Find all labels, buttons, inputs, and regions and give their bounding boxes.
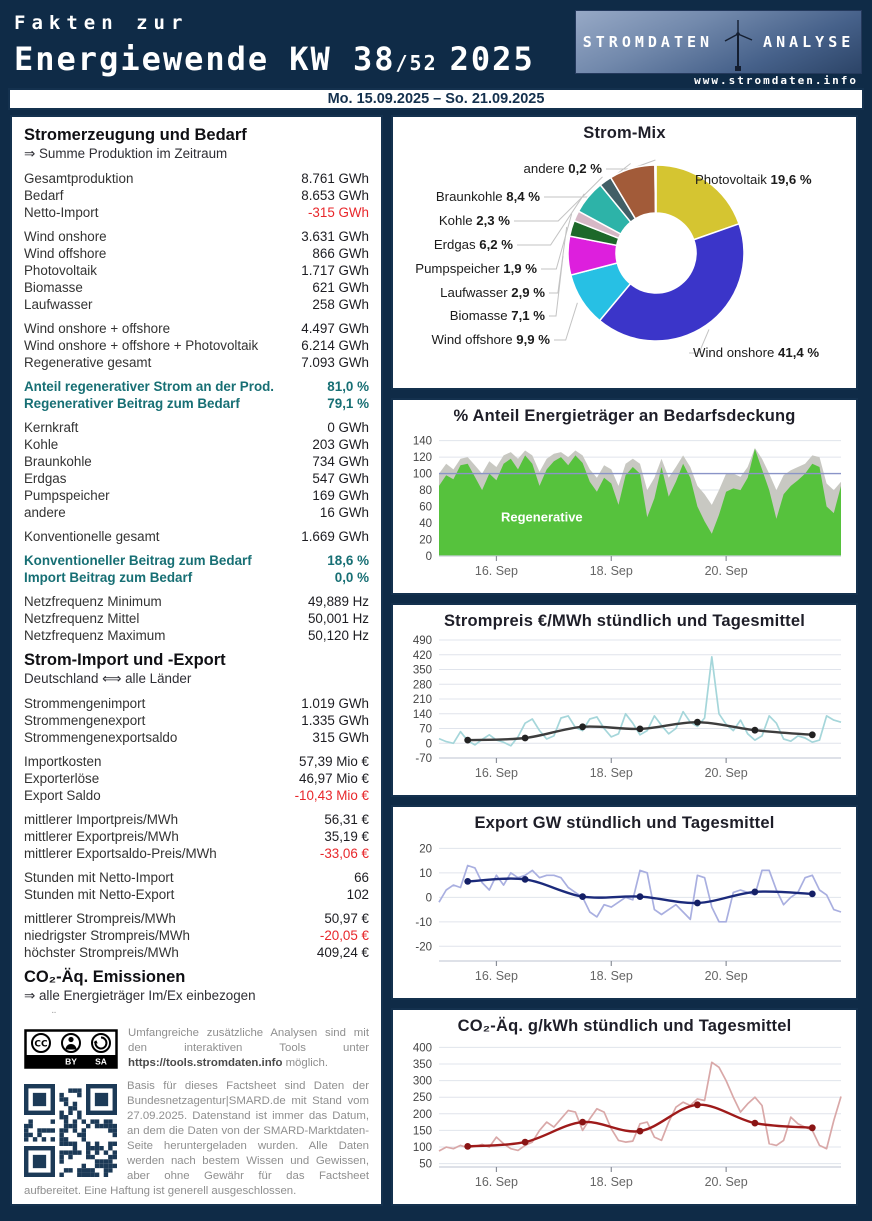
stat-label: Import Beitrag zum Bedarf: [24, 570, 193, 585]
daily-mean-dot: [637, 726, 644, 733]
stat-value: 4.497 GWh: [301, 321, 369, 336]
stat-row: [24, 528, 369, 545]
stat-row: [24, 753, 369, 770]
stat-group: [24, 228, 369, 313]
y-tick-label: 40: [419, 518, 432, 531]
stat-group: [24, 753, 369, 804]
section-heading: CO₂-Äq. Emissionen: [24, 968, 186, 986]
stat-value: 3.631 GWh: [301, 229, 369, 244]
clipped-text-artifact: ¨: [52, 1009, 56, 1023]
stat-row: [24, 787, 369, 804]
daily-mean-dot: [464, 737, 471, 744]
stat-value: 16 GWh: [319, 505, 369, 520]
daily-mean-dot: [522, 735, 529, 742]
stat-label: niedrigster Strompreis/MWh: [24, 928, 190, 943]
y-tick-label: -10: [415, 916, 432, 929]
stat-value: 79,1 %: [327, 396, 369, 411]
y-tick-label: 350: [412, 1058, 432, 1071]
stats-panel: [10, 115, 383, 1206]
stat-label: Kernkraft: [24, 420, 79, 435]
stat-label: Regenerativer Beitrag zum Bedarf: [24, 396, 240, 411]
daily-mean-dot: [579, 1119, 586, 1126]
stat-value: 0 GWh: [327, 420, 369, 435]
stat-label: Strommengenimport: [24, 696, 146, 711]
stat-row: [24, 337, 369, 354]
stat-label: Netzfrequenz Maximum: [24, 628, 166, 643]
section-subtitle: Deutschland ⟺ alle Länder: [24, 671, 192, 686]
title-year: 2025: [449, 40, 535, 78]
stat-label: höchster Strompreis/MWh: [24, 945, 179, 960]
stat-label: Strommengenexport: [24, 713, 146, 728]
logo-text-left: STROMDATEN: [582, 33, 714, 51]
stat-value: 102: [346, 887, 369, 902]
stat-row: [24, 569, 369, 586]
stat-label: Biomasse: [24, 280, 83, 295]
stat-value: 6.214 GWh: [301, 338, 369, 353]
share-of-demand-panel: [391, 398, 858, 595]
y-tick-label: -70: [415, 753, 432, 765]
stat-group: [24, 869, 369, 903]
y-tick-label: 100: [412, 1142, 432, 1155]
stat-row: [24, 695, 369, 712]
title-word: Energiewende: [14, 40, 270, 78]
x-tick-label: 20. Sep: [704, 564, 748, 578]
stat-row: [24, 228, 369, 245]
donut-label: Erdgas 6,2 %: [433, 237, 513, 252]
logo-text-right: ANALYSE: [763, 33, 855, 51]
stat-value: 169 GWh: [312, 488, 369, 503]
stat-group: [24, 593, 369, 644]
stat-value: 8.761 GWh: [301, 171, 369, 186]
stat-row: [24, 279, 369, 296]
stat-value: 57,39 Mio €: [299, 754, 369, 769]
stat-label: Importkosten: [24, 754, 102, 769]
x-tick-label: 16. Sep: [474, 766, 518, 780]
stat-row: [24, 627, 369, 644]
stat-group: [24, 419, 369, 521]
stat-value: 1.717 GWh: [301, 263, 369, 278]
section-heading: Stromerzeugung und Bedarf: [24, 126, 247, 144]
y-tick-label: 70: [419, 723, 432, 736]
y-tick-label: -20: [415, 941, 432, 954]
stat-row: [24, 245, 369, 262]
stat-label: Export Saldo: [24, 788, 101, 803]
stats-sections: [24, 126, 369, 1023]
stat-value: 50,001 Hz: [307, 611, 369, 626]
stat-row: [24, 886, 369, 903]
title-week-fraction: /52: [395, 51, 438, 75]
daily-mean-dot: [464, 1143, 471, 1150]
daily-mean-dot: [637, 893, 644, 900]
y-tick-label: 150: [412, 1125, 432, 1138]
stat-value: -20,05 €: [319, 928, 369, 943]
stat-value: -315 GWh: [307, 205, 369, 220]
stat-group: [24, 170, 369, 221]
qr-code-icon: [24, 1084, 117, 1177]
stat-label: mittlerer Importpreis/MWh: [24, 812, 179, 827]
stat-label: Exporterlöse: [24, 771, 100, 786]
strom-mix-title: Strom-Mix: [583, 124, 666, 142]
stat-row: [24, 187, 369, 204]
stat-label: mittlerer Strompreis/MWh: [24, 911, 176, 926]
stat-label: Stunden mit Netto-Export: [24, 887, 175, 902]
x-tick-label: 16. Sep: [474, 1175, 518, 1189]
daily-mean-dot: [579, 893, 586, 900]
svg-text:CC: CC: [34, 1039, 48, 1050]
y-tick-label: 200: [412, 1108, 432, 1121]
stat-value: 621 GWh: [312, 280, 369, 295]
stat-value: -10,43 Mio €: [294, 788, 369, 803]
stat-value: -33,06 €: [319, 846, 369, 861]
x-tick-label: 18. Sep: [589, 766, 633, 780]
stat-label: Kohle: [24, 437, 59, 452]
stat-row: [24, 296, 369, 313]
stat-value: 1.669 GWh: [301, 529, 369, 544]
daily-mean-dot: [579, 723, 586, 730]
stromdaten-analyse-logo: [575, 10, 862, 74]
x-tick-label: 20. Sep: [704, 766, 748, 780]
wind-turbine-icon: [721, 20, 755, 72]
x-tick-label: 18. Sep: [589, 969, 633, 983]
daily-mean-dot: [522, 1139, 529, 1146]
stat-label: mittlerer Exportpreis/MWh: [24, 829, 179, 844]
stat-row: [24, 504, 369, 521]
footer-tools-before: Umfangreiche zusätzliche Analysen sind mit den interaktiven Tools unter: [128, 1027, 369, 1054]
stat-value: 315 GWh: [312, 730, 369, 745]
stat-group: [24, 552, 369, 586]
donut-leader-line: [541, 214, 572, 269]
stat-row: [24, 354, 369, 371]
co2-line-chart: [393, 1036, 854, 1197]
x-tick-label: 18. Sep: [589, 1175, 633, 1189]
y-tick-label: 140: [412, 708, 432, 721]
donut-slice-andere: [655, 165, 656, 213]
x-tick-label: 16. Sep: [474, 564, 518, 578]
stat-label: Stunden mit Netto-Import: [24, 870, 174, 885]
stat-value: 1.335 GWh: [301, 713, 369, 728]
y-tick-label: 100: [412, 468, 432, 481]
co2-panel: [391, 1008, 858, 1206]
x-tick-label: 20. Sep: [704, 1175, 748, 1189]
stat-value: 66: [354, 870, 369, 885]
stat-label: Strommengenexportsaldo: [24, 730, 178, 745]
donut-label: Photovoltaik 19,6 %: [695, 172, 812, 187]
y-tick-label: 80: [419, 485, 432, 498]
stat-row: [24, 610, 369, 627]
y-tick-label: 140: [412, 435, 432, 448]
y-tick-label: 350: [412, 664, 432, 677]
daily-mean-dot: [752, 727, 759, 734]
donut-label: Kohle 2,3 %: [438, 213, 510, 228]
stat-label: Netzfrequenz Minimum: [24, 594, 162, 609]
x-tick-label: 18. Sep: [589, 564, 633, 578]
stat-group: [24, 910, 369, 961]
stat-label: Bedarf: [24, 188, 64, 203]
page-title: [14, 40, 535, 78]
y-tick-label: 0: [425, 738, 432, 751]
stat-row: [24, 944, 369, 961]
stat-value: 50,97 €: [324, 911, 369, 926]
stat-label: Gesamtproduktion: [24, 171, 134, 186]
stat-value: 258 GWh: [312, 297, 369, 312]
x-tick-label: 20. Sep: [704, 969, 748, 983]
price-line-chart: [393, 631, 854, 788]
stat-row: [24, 487, 369, 504]
area-series-label: Regenerative: [501, 509, 583, 525]
stat-row: [24, 552, 369, 569]
stat-row: [24, 470, 369, 487]
daily-mean-dot: [809, 731, 816, 738]
y-tick-label: 50: [419, 1158, 432, 1171]
footer-block: [24, 1026, 369, 1199]
stat-row: [24, 770, 369, 787]
y-tick-label: 280: [412, 679, 432, 692]
section-heading: Strom-Import und -Export: [24, 651, 226, 669]
donut-label: Laufwasser 2,9 %: [440, 285, 545, 300]
donut-leader-line: [549, 227, 567, 293]
date-range-bar: [8, 88, 864, 110]
daily-mean-dot: [522, 876, 529, 883]
export-panel: [391, 805, 858, 1000]
y-tick-label: 20: [419, 534, 432, 547]
export-chart-title: Export GW stündlich und Tagesmittel: [474, 814, 775, 832]
stat-value: 46,97 Mio €: [299, 771, 369, 786]
stat-label: Regenerative gesamt: [24, 355, 152, 370]
stat-label: andere: [24, 505, 66, 520]
stat-label: Netto-Import: [24, 205, 99, 220]
stat-value: 409,24 €: [316, 945, 369, 960]
stat-value: 547 GWh: [312, 471, 369, 486]
stat-value: 49,889 Hz: [307, 594, 369, 609]
stat-row: [24, 320, 369, 337]
stat-value: 0,0 %: [334, 570, 369, 585]
stat-group: [24, 811, 369, 862]
hourly-series-line: [439, 1062, 841, 1151]
stat-row: [24, 845, 369, 862]
y-tick-label: 420: [412, 649, 432, 662]
stat-label: Laufwasser: [24, 297, 93, 312]
section-subtitle: ⇒ alle Energieträger Im/Ex einbezogen: [24, 988, 256, 1003]
stat-row: [24, 729, 369, 746]
y-tick-label: 400: [412, 1042, 432, 1055]
y-tick-label: 0: [425, 892, 432, 905]
donut-label: Biomasse 7,1 %: [449, 308, 545, 323]
stat-value: 35,19 €: [324, 829, 369, 844]
stat-group: [24, 528, 369, 545]
stat-group: [24, 695, 369, 746]
strom-mix-panel: [391, 115, 858, 390]
stat-row: [24, 170, 369, 187]
footer-tools-after: möglich.: [282, 1057, 328, 1069]
donut-leader-line: [549, 256, 563, 316]
daily-mean-dot: [694, 1101, 701, 1108]
daily-mean-dot: [752, 1120, 759, 1127]
stat-row: [24, 378, 369, 395]
stat-label: Photovoltaik: [24, 263, 97, 278]
footer-disclaimer: Basis für dieses Factsheet sind Daten der Bundesnetzagentur|SMARD.de mit Stand vom 27.09.2025. Datenstand ist immer das Datum, an dem die Daten von der SMARD-Marktdaten-Seite heruntergeladen wurden. Alle Daten werden nach bestem Wissen und Gewissen, aber ohne Gewähr für das Factsheet aufbereitet. Eine Haftung ist generell ausgeschlossen.: [24, 1080, 369, 1197]
stat-row: [24, 436, 369, 453]
stat-label: Konventioneller Beitrag zum Bedarf: [24, 553, 252, 568]
stat-label: Wind onshore + offshore + Photovoltaik: [24, 338, 259, 353]
date-range: Mo. 15.09.2025 – So. 21.09.2025: [327, 91, 545, 107]
stat-label: Wind onshore: [24, 229, 107, 244]
y-tick-label: 120: [412, 452, 432, 465]
price-panel: [391, 603, 858, 797]
title-kw: KW 38: [289, 40, 396, 78]
donut-leader-line: [554, 303, 577, 340]
y-tick-label: 300: [412, 1075, 432, 1088]
y-tick-label: 490: [412, 635, 432, 648]
y-tick-label: 20: [419, 843, 432, 856]
donut-label: Braunkohle 8,4 %: [435, 189, 540, 204]
stat-row: [24, 395, 369, 412]
stat-label: Pumpspeicher: [24, 488, 110, 503]
logo-url[interactable]: www.stromdaten.info: [694, 74, 858, 87]
donut-label: Wind onshore 41,4 %: [693, 345, 820, 360]
page-pretitle: Fakten zur: [14, 12, 189, 34]
stat-row: [24, 453, 369, 470]
stat-group: [24, 320, 369, 371]
stat-value: 203 GWh: [312, 437, 369, 452]
stat-value: 7.093 GWh: [301, 355, 369, 370]
donut-label: Wind offshore 9,9 %: [431, 332, 550, 347]
stat-value: 734 GWh: [312, 454, 369, 469]
stat-value: 866 GWh: [312, 246, 369, 261]
stat-group: [24, 378, 369, 412]
stat-row: [24, 811, 369, 828]
stat-label: Netzfrequenz Mittel: [24, 611, 140, 626]
y-tick-label: 250: [412, 1092, 432, 1105]
stat-row: [24, 927, 369, 944]
stat-row: [24, 869, 369, 886]
stat-row: [24, 712, 369, 729]
stat-label: mittlerer Exportsaldo-Preis/MWh: [24, 846, 217, 861]
stat-row: [24, 828, 369, 845]
export-line-chart: [393, 833, 854, 991]
stat-value: 1.019 GWh: [301, 696, 369, 711]
section-subtitle: ⇒ Summe Produktion im Zeitraum: [24, 146, 228, 161]
stat-label: Anteil regenerativer Strom an der Prod.: [24, 379, 275, 394]
stat-value: 18,6 %: [327, 553, 369, 568]
stat-value: 50,120 Hz: [307, 628, 369, 643]
daily-mean-dot: [809, 891, 816, 898]
stat-value: 81,0 %: [327, 379, 369, 394]
cc-by-sa-badge-icon: [24, 1029, 118, 1069]
stat-label: Erdgas: [24, 471, 67, 486]
stat-label: Braunkohle: [24, 454, 92, 469]
daily-mean-dot: [694, 719, 701, 726]
daily-mean-dot: [752, 889, 759, 896]
stat-row: [24, 593, 369, 610]
y-tick-label: 0: [425, 551, 432, 563]
stat-label: Wind offshore: [24, 246, 107, 261]
daily-mean-dot: [809, 1124, 816, 1131]
stat-value: 56,31 €: [324, 812, 369, 827]
y-tick-label: 60: [419, 501, 432, 514]
daily-mean-dot: [464, 878, 471, 885]
stat-row: [24, 419, 369, 436]
daily-mean-dot: [637, 1128, 644, 1135]
donut-label: Pumpspeicher 1,9 %: [415, 261, 537, 276]
stat-label: Wind onshore + offshore: [24, 321, 171, 336]
daily-mean-dot: [694, 900, 701, 907]
stat-row: [24, 204, 369, 221]
stat-label: Konventionelle gesamt: [24, 529, 160, 544]
svg-text:BY: BY: [65, 1056, 77, 1067]
tools-link[interactable]: https://tools.stromdaten.info: [128, 1057, 283, 1069]
svg-text:SA: SA: [95, 1056, 107, 1067]
share-area-chart: [393, 426, 854, 586]
donut-label: andere 0,2 %: [523, 161, 602, 176]
price-chart-title: Strompreis €/MWh stündlich und Tagesmittel: [443, 612, 806, 630]
stat-value: 8.653 GWh: [301, 188, 369, 203]
y-tick-label: 10: [419, 867, 432, 880]
x-tick-label: 16. Sep: [474, 969, 518, 983]
stat-row: [24, 262, 369, 279]
share-chart-title: % Anteil Energieträger an Bedarfsdeckung: [453, 407, 796, 425]
y-tick-label: 210: [412, 694, 432, 707]
strom-mix-donut-chart: [393, 143, 856, 387]
co2-chart-title: CO₂-Äq. g/kWh stündlich und Tagesmittel: [457, 1017, 792, 1035]
stat-row: [24, 910, 369, 927]
